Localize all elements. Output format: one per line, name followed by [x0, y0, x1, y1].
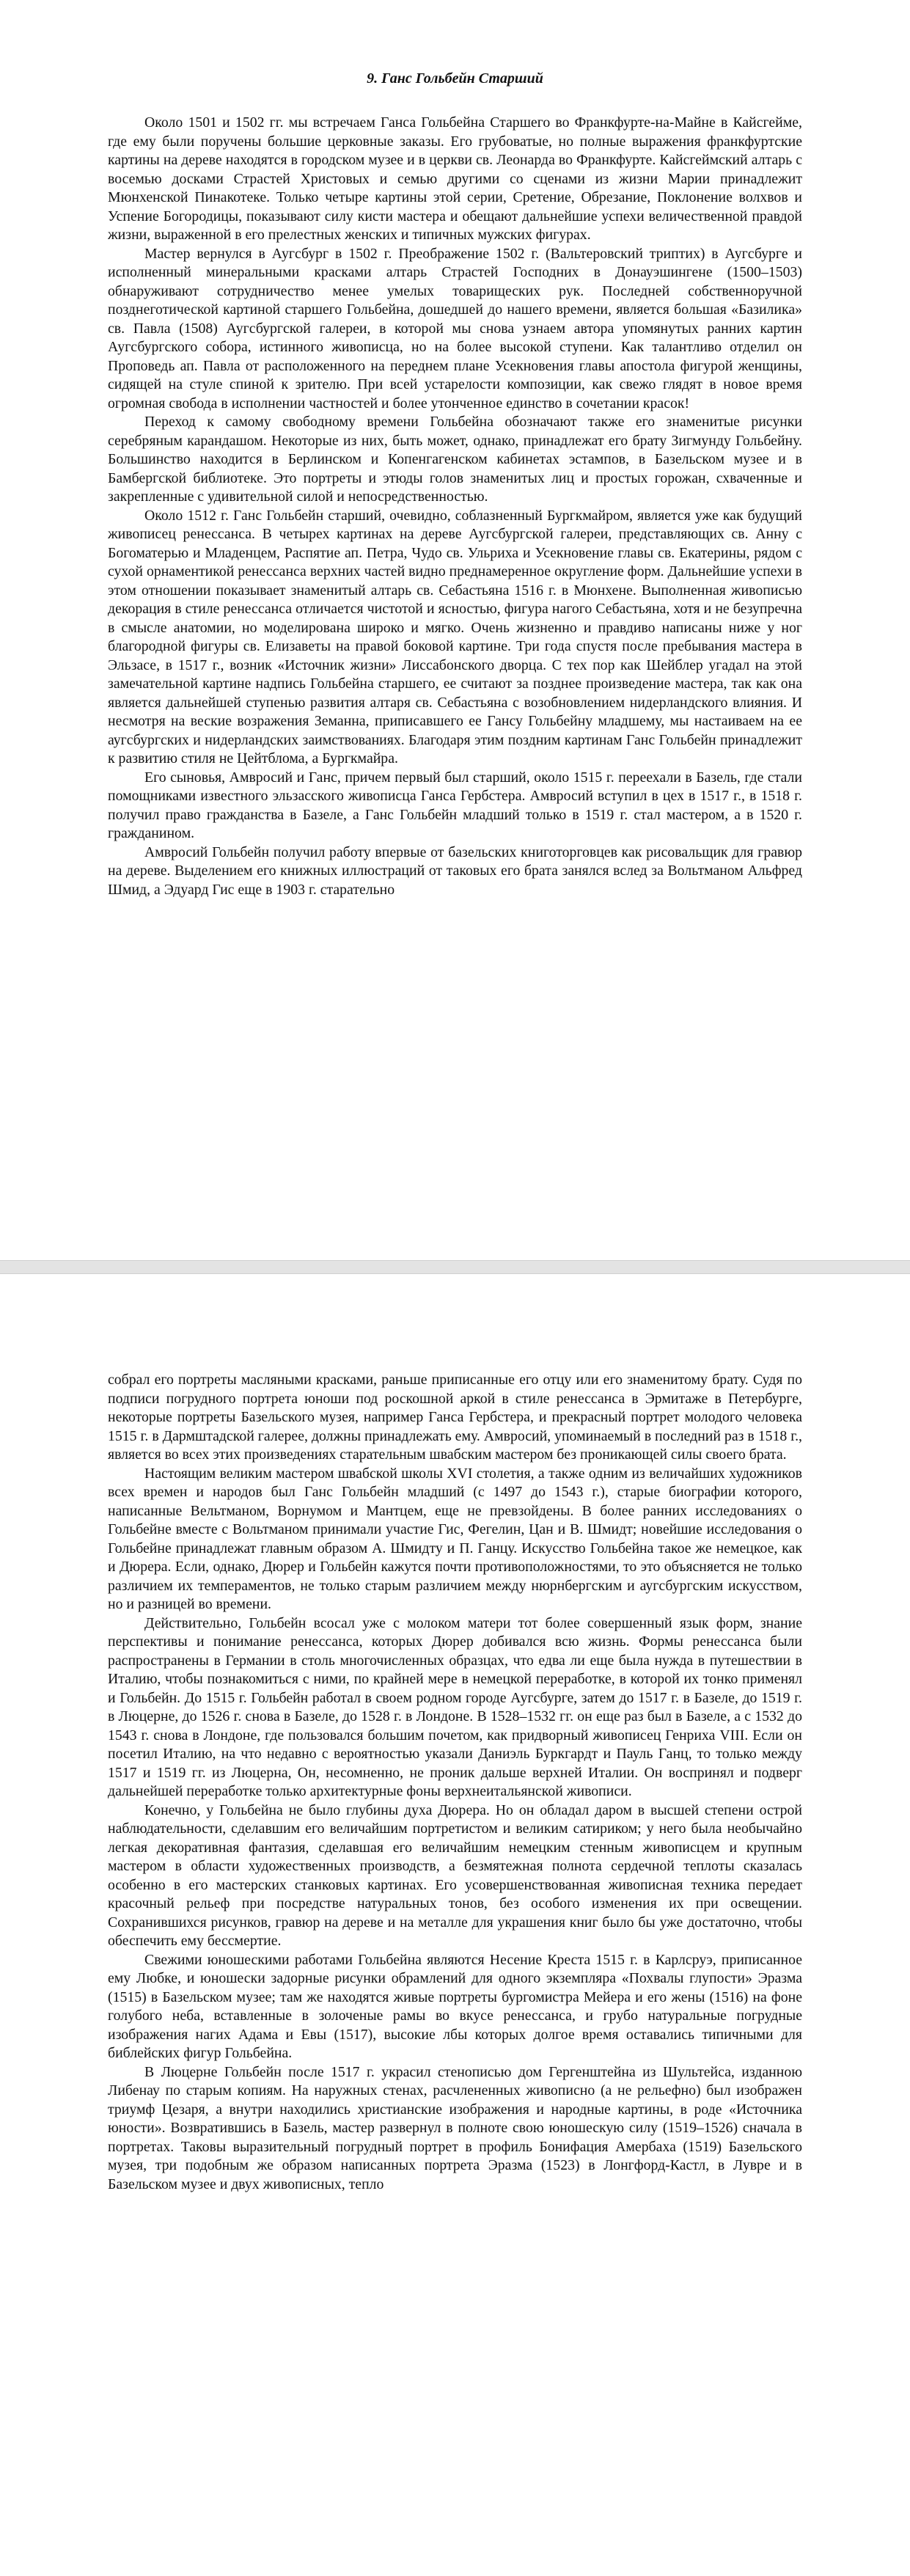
paragraph-continued: собрал его портреты масляными красками, раньше приписанные его отцу или его знаменитому брату. Судя по подписи погрудного портрета юноши под роскошной аркой в стиле ренессанса в Эрмитаже в Петербурге, некоторые портреты Базельского музея, например Ганса Гербстера, и прекрасный портрет молодого человека 1515 г. в Дармштадской галерее, должны принадлежать ему. Амвросий, упоминаемый в последний раз в 1518 г., является во всех этих произведениях старательным швабским мастером без проникающей силы своего брата.	[108, 1372, 802, 1463]
page-separator	[0, 1260, 910, 1274]
document-page-1	[0, 0, 910, 1260]
paragraph: Около 1512 г. Ганс Гольбейн старший, очевидно, соблазненный Бургкмайром, является уже как будущий живописец ренессанса. В четырех картинах на дереве Аугсбургской галереи, представляющих св. Анну с Богоматерью и Младенцем, Распятие ап. Петра, Чудо св. Ульриха и Усекновение главы св. Екатерины, рядом с сухой орнаментикой ренессанса верхних частей видно преднамеренное округление форм. Дальнейшие успехи в этом отношении показывает знаменитый алтарь св. Себастьяна 1516 г. в Мюнхене. Выполненная живописью декорация в стиле ренессанса отличается чистотой и ясностью, фигура нагого Себастьяна, хотя и не безупречна в смысле анатомии, но моделирована широко и мягко. Очень жизненно и правдиво написаны ниже у ног благородной фигуры св. Елизаветы на правой боковой картине. Три года спустя после пребывания мастера в Эльзасе, в 1517 г., возник «Источник жизни» Лиссабонского дворца. С тех пор как Шейблер угадал на этой замечательной картине надпись Гольбейна старшего, ее считают за позднее произведение мастера, так как она является дальнейшей ступенью развития алтаря св. Себастьяна с возобновлением нидерландского влияния. И несмотря на веские возражения Земанна, приписавшего ее Гансу Гольбейну младшему, мы настаиваем на ее аугсбургских и нидерландских заимствованиях. Благодаря этим поздним картинам Ганс Гольбейн принадлежит к развитию стиля не Цейтблома, а Бургкмайра.	[108, 507, 802, 766]
paragraph: Действительно, Гольбейн всосал уже с молоком матери тот более совершенный язык форм, знание перспективы и понимание ренессанса, которых Дюрер добивался всю жизнь. Формы ренессанса были распространены в Германии в столь многочисленных образцах, что едва ли еще была нужда в путешествии в Италию, чтобы познакомиться с ними, по крайней мере в немецкой переработке, в которой их тонко применял и Гольбейн. До 1515 г. Гольбейн работал в своем родном городе Аугсбурге, затем до 1517 г. в Базеле, до 1519 г. в Люцерне, до 1526 г. снова в Базеле, до 1528 г. в Лондоне. В 1528–1532 гг. он еще раз был в Базеле, а с 1532 до 1543 г. снова в Лондоне, где пользовался большим почетом, как придворный живописец Генриха VIII. Если он посетил Италию, на что недавно с вероятностью указали Даниэль Буркгардт и Пауль Ганц, то только между 1517 и 1519 гг. из Люцерна, Он, несомненно, не проник дальше верхней Италии. Он воспринял и подверг дальнейшей переработке только архитектурные фоны верхнеитальянской живописи.	[108, 1614, 802, 1799]
paragraph: Конечно, у Гольбейна не было глубины духа Дюрера. Но он обладал даром в высшей степени острой наблюдательности, сделавшим его величайшим портретистом и великим сатириком; у него была необычайно легкая декоративная фантазия, сделавшая его величайшим немецким стенным живописцем и крупным мастером в области художественных производств, а безмятежная полнота сердечной теплоты сказалась особенно в его мастерских станковых картинах. Его усовершенствованная живописная техника передает красочный рельеф при посредстве натуральных тонов, без особого изменения их при освещении. Сохранившихся рисунков, гравюр на дереве и на металле для украшения книг было бы уже достаточно, чтобы обеспечить ему бессмертие.	[108, 1801, 802, 1949]
paragraph: Переход к самому свободному времени Гольбейна обозначают также его знаменитые рисунки серебряным карандашом. Некоторые из них, быть может, однако, принадлежат его брату Зигмунду Гольбейну. Большинство находится в Берлинском и Копенгагенском кабинетах эстампов, в Базельском музее и в Бамбергской библиотеке. Это портреты и этюды голов знаменитых лиц и простых горожан, схваченные и закрепленные с удивительной силой и непосредственностью.	[108, 414, 802, 505]
paragraph: Мастер вернулся в Аугсбург в 1502 г. Преображение 1502 г. (Вальтеровский триптих) в Аугсбурге и исполненный минеральными красками алтарь Страстей Господних в Донауэшингене (1500–1503) обнаруживают сотрудничество менее умелых товарищеских рук. Последней собственноручной позднеготической картиной старшего Гольбейна, дошедшей до нашего времени, является большая «Базилика» св. Павла (1508) Аугсбургской галереи, в которой мы снова узнаем автора упомянутых ранних картин Аугсбургского собора, истинного живописца, но на более высокой ступени. Как талантливо отделил он Проповедь ап. Павла от расположенного на переднем плане Усекновения главы апостола фигурой женщины, сидящей на стуле спиной к зрителю. При всей устарелости композиции, как свежо глядят в новое время огромная свобода в исполнении частностей и более утонченное единство в сочетании красок!	[108, 245, 802, 411]
paragraph: Настоящим великим мастером швабской школы XVI столетия, а также одним из величайших художников всех времен и народов был Ганс Гольбейн младший (с 1497 до 1543 г.), старые биографии которого, написанные Вельтманом, Ворнумом и Мантцем, еще не превзойдены. В более ранних исследованиях о Гольбейне вместе с Вольтманом принимали участие Гис, Фегелин, Цан и В. Шмидт; новейшие исследования о Гольбейне принадлежат главным образом А. Шмидту и П. Ганцу. Искусство Гольбейна такое же немецкое, как и Дюрера. Если, однако, Дюрер и Гольбейн кажутся почти противоположностями, то это объясняется не только различием их темпераментов, не только старым различием между нюрнбергским и аугсбургским искусством, но и разницей во времени.	[108, 1465, 802, 1612]
paragraph: Амвросий Гольбейн получил работу впервые от базельских книготорговцев как рисовальщик для гравюр на дереве. Выделением его книжных иллюстраций от таковых его брата занялся вслед за Вольтманом Альфред Шмид, а Эдуард Гис еще в 1903 г. старательно	[108, 844, 802, 898]
paragraph: В Люцерне Гольбейн после 1517 г. украсил стенописью дом Гергенштейна из Шультейса, изданною Либенау по старым копиям. На наружных стенах, расчлененных живописно (а не рельефно) был изображен триумф Цезаря, а внутри находились христианские изображения и народные картины, в роде «Источника юности». Возвратившись в Базель, мастер развернул в полноте свою юношескую силу (1519–1526) сначала в портретах. Таковы выразительный погрудный портрет в профиль Бонифация Амербаха (1519) Базельского музея, три подобным же образом написанных портрета Эразма (1523) в Лонгфорд-Кастл, в Лувре и в Базельском музее и двух живописных, тепло	[108, 2063, 802, 2192]
document-page-2	[0, 1274, 910, 2576]
paragraph: Свежими юношескими работами Гольбейна являются Несение Креста 1515 г. в Карлсруэ, приписанное ему Любке, и юношески задорные рисунки обрамлений для одного экземпляра «Похвалы глупости» Эразма (1515) в Базельском музее; там же находятся живые портреты бургомистра Мейера и его жены (1516) на фоне голубого неба, вставленные в золоченые рамы во вкусе ренессанса, и грубо натуральные погрудные изображения нагих Адама и Евы (1517), высокие лбы которых долгое время оставались типичными для библейских фигур Гольбейна.	[108, 1951, 802, 2061]
paragraph: Его сыновья, Амвросий и Ганс, причем первый был старший, около 1515 г. переехали в Базель, где стали помощниками известного эльзасского живописца Ганса Гербстера. Амвросий вступил в цех в 1517 г., в 1518 г. получил право гражданства в Базеле, а Ганс Гольбейн младший только в 1519 г. стал мастером, а в 1520 г. гражданином.	[108, 769, 802, 841]
paragraph: Около 1501 и 1502 гг. мы встречаем Ганса Гольбейна Старшего во Франкфурте-на-Майне в Кайсгейме, где ему были поручены большие церковные заказы. Его грубоватые, но полные выражения франкфуртские картины на дереве находятся в городском музее и в церкви св. Леонарда во Франкфурте. Кайсгеймский алтарь с восемью досками Страстей Христовых и семью другими со сценами из жизни Марии принадлежит Мюнхенской Пинакотеке. Только четыре картины этой серии, Сретение, Обрезание, Поклонение волхвов и Успение Богородицы, показывают силу кисти мастера и обещают дальнейшие успехи величественной правдой жизни, выраженной в его прелестных женских и типичных мужских фигурах.	[108, 114, 802, 243]
chapter-title: 9. Ганс Гольбейн Старший	[367, 70, 543, 87]
